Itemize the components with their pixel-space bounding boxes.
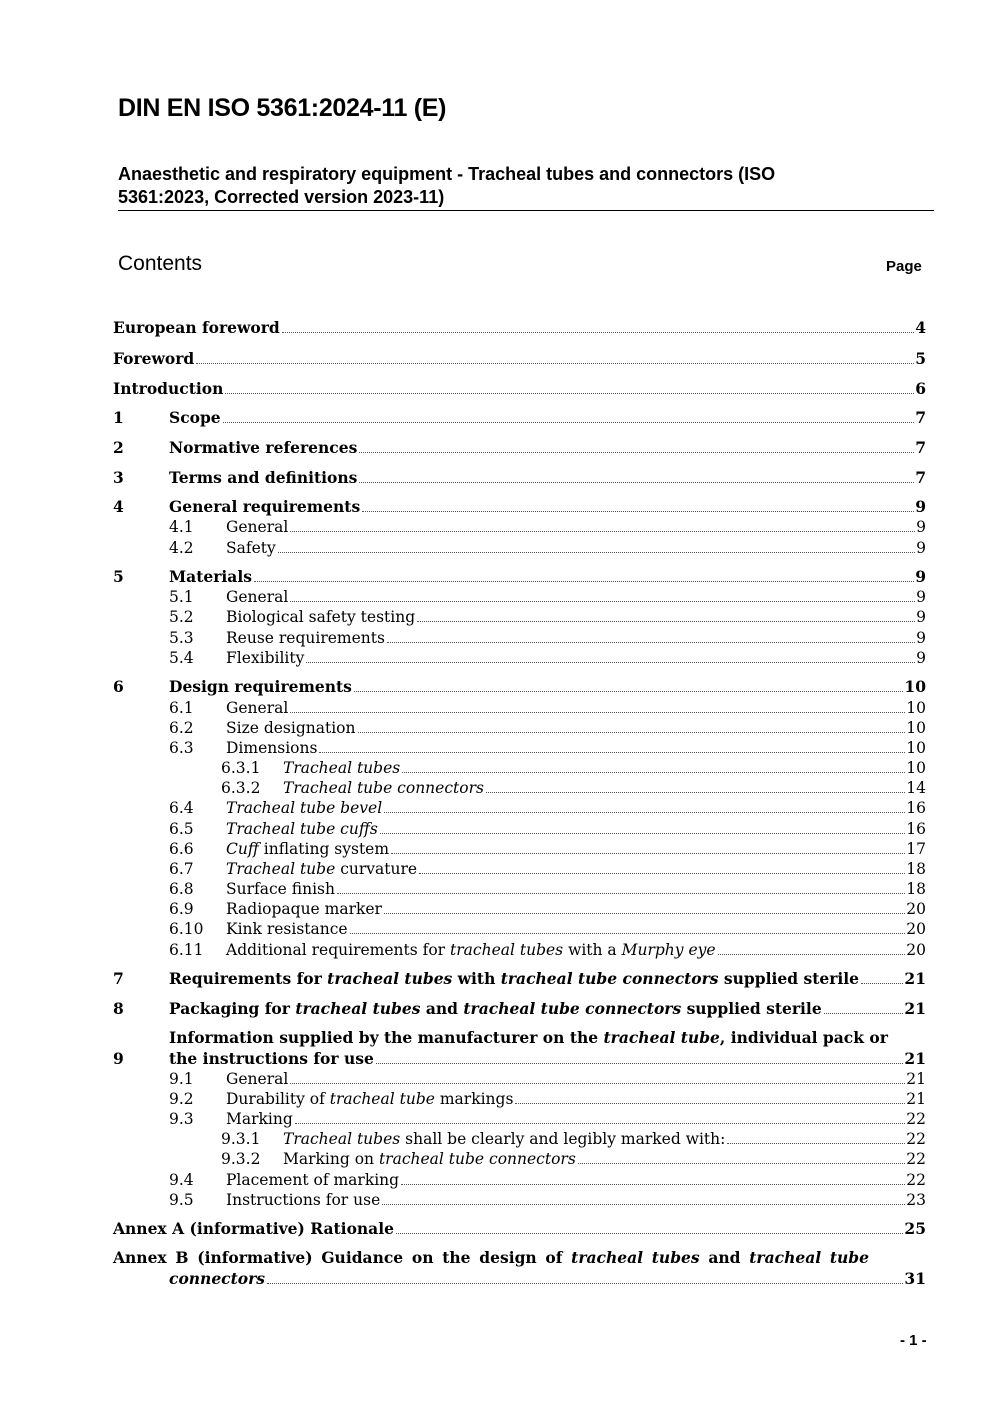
toc-entry-number: 4 [113,497,124,516]
toc-entry[interactable] [226,940,926,960]
page-column-label: Page [886,258,922,275]
toc-title-part: Tracheal tubes [283,759,401,777]
toc-dot-leader [290,712,905,713]
toc-title-part: and [420,999,464,1018]
toc-entry[interactable] [226,607,926,627]
toc-pre-part: Annex B (informative) Guidance on the design of [113,1248,572,1267]
toc-entry-number: 5.1 [169,588,194,606]
toc-entry-number: 9.3.1 [221,1130,261,1148]
toc-entry-title [226,859,417,879]
toc-title-part: Foreword [113,349,195,368]
toc-entry[interactable] [226,819,926,839]
toc-entry-page: 22 [906,1171,926,1189]
toc-title-part: Marking [226,1110,293,1128]
toc-title-part: supplied sterile [718,969,860,988]
toc-entry-page: 18 [906,860,926,878]
toc-dot-leader [290,601,915,602]
toc-dot-leader [486,792,905,793]
toc-entry-title [169,567,252,587]
toc-dot-leader [515,1103,905,1104]
toc-entry-page: 9 [916,649,926,667]
toc-entry-title [169,677,352,697]
toc-dot-leader [417,621,915,622]
toc-entry-page: 7 [915,468,926,487]
toc-dot-leader [319,752,905,753]
toc-title-part: Reuse requirements [226,629,385,647]
toc-title-part: Additional requirements for [226,941,451,959]
toc-entry[interactable] [226,587,926,607]
toc-entry-title [226,1089,513,1109]
toc-entry[interactable] [226,1109,926,1129]
toc-entry-title [283,778,484,798]
toc-dot-leader [419,873,905,874]
toc-entry-page: 9 [916,588,926,606]
document-title: DIN EN ISO 5361:2024-11 (E) [118,94,447,122]
toc-entry-number: 6.3.1 [221,759,261,777]
toc-entry-title [113,349,194,369]
toc-entry[interactable] [226,1089,926,1109]
toc-dot-leader [396,1233,903,1234]
toc-dot-leader [384,812,905,813]
toc-entry-page: 10 [906,719,926,737]
toc-entry-page: 9 [915,497,926,516]
toc-entry-page: 31 [904,1269,926,1288]
toc-entry-page: 21 [906,1090,926,1108]
toc-title-part: Kink resistance [226,920,348,938]
toc-dot-leader [358,732,906,733]
toc-entry-number: 1 [113,408,124,427]
toc-entry-title [169,1049,374,1069]
toc-title-part: with a [563,941,622,959]
toc-entry-title [169,999,822,1019]
toc-entry-number: 7 [113,969,124,988]
toc-title-part: European foreword [113,318,280,337]
toc-entry-title [226,648,304,668]
toc-entry-number: 6.1 [169,699,194,717]
toc-entry-page: 9 [916,539,926,557]
toc-title-part: Materials [169,567,252,586]
toc-entry[interactable] [226,899,926,919]
subtitle-line-2: 5361:2023, Corrected version 2023-11) [118,187,445,207]
toc-title-part: Tracheal tube [226,860,336,878]
toc-entry-number: 9.3 [169,1110,194,1128]
toc-entry[interactable] [169,468,926,488]
subtitle-line-1: Anaesthetic and respiratory equipment - Tracheal tubes and connectors (ISO [118,164,776,184]
toc-entry-number: 5 [113,567,124,586]
page-number: - 1 - [900,1332,927,1349]
toc-title-part: tracheal tubes [327,969,453,988]
toc-entry-number: 2 [113,438,124,457]
toc-dot-leader [376,1063,904,1064]
toc-dot-leader [359,482,914,483]
toc-title-part: tracheal tubes [295,999,421,1018]
toc-entry[interactable] [113,379,926,399]
toc-dot-leader [350,933,906,934]
toc-dot-leader [267,1283,903,1284]
toc-entry-page: 20 [906,941,926,959]
toc-entry-number: 5.4 [169,649,194,667]
toc-entry-page: 22 [906,1110,926,1128]
toc-entry-number: 9.1 [169,1070,194,1088]
toc-title-part: Requirements for [169,969,328,988]
toc-title-part: Packaging for [169,999,296,1018]
toc-entry-title [226,538,276,558]
toc-dot-leader [223,422,915,423]
toc-entry-number: 4.2 [169,539,194,557]
toc-entry-page: 18 [906,880,926,898]
toc-entry[interactable] [226,798,926,818]
toc-entry-page: 7 [915,438,926,457]
toc-title-part: Biological safety testing [226,608,416,626]
toc-entry-title [226,839,389,859]
toc-entry-title [226,1069,288,1089]
toc-entry-page: 4 [915,318,926,337]
toc-entry-title [113,318,280,338]
toc-entry[interactable] [226,698,926,718]
toc-entry-number: 6.4 [169,799,194,817]
toc-title-part: Cuff [226,840,259,858]
toc-entry-title [169,438,357,458]
toc-entry-page: 21 [904,999,926,1018]
toc-title-part: General [226,588,289,606]
toc-entry-title [226,819,378,839]
toc-entry[interactable] [283,758,926,778]
toc-entry-page: 9 [916,608,926,626]
toc-dot-leader [380,833,905,834]
toc-title-part: Durability of [226,1090,330,1108]
toc-entry-number: 6.5 [169,820,194,838]
toc-title-part: Terms and definitions [169,468,358,487]
toc-entry[interactable] [226,1069,926,1089]
toc-entry-number: 6.3.2 [221,779,261,797]
toc-entry[interactable] [169,969,926,989]
toc-dot-leader [861,983,903,984]
toc-entry-number: 9.5 [169,1191,194,1209]
toc-entry[interactable] [169,1049,926,1069]
toc-entry-title [226,919,348,939]
toc-entry-page: 23 [906,1191,926,1209]
toc-entry-page: 20 [906,920,926,938]
toc-entry[interactable] [169,1269,926,1289]
toc-title-part: curvature [335,860,418,878]
toc-entry[interactable] [169,497,926,517]
toc-entry-title [226,718,356,738]
toc-dot-leader [384,913,905,914]
toc-entry[interactable] [226,628,926,648]
toc-entry-title [226,587,288,607]
toc-entry-page: 21 [904,1049,926,1068]
toc-dot-leader [306,662,915,663]
toc-entry[interactable] [226,919,926,939]
toc-entry[interactable] [226,879,926,899]
toc-title-part: Dimensions [226,739,318,757]
toc-entry-number: 6.10 [169,920,204,938]
toc-dot-leader [391,853,905,854]
toc-entry[interactable] [169,999,926,1019]
toc-entry-page: 21 [906,1070,926,1088]
toc-dot-leader [382,1204,905,1205]
toc-entry-page: 10 [904,677,926,696]
toc-title-part: Safety [226,539,276,557]
toc-title-part: Introduction [113,379,224,398]
toc-title-part: Normative references [169,438,358,457]
toc-entry-page: 9 [916,518,926,536]
toc-entry-title [226,798,382,818]
toc-entry-page: 17 [906,840,926,858]
toc-entry-number: 6.6 [169,840,194,858]
toc-entry[interactable] [226,648,926,668]
toc-title-part: Tracheal tube cuffs [226,820,378,838]
toc-entry-first-line[interactable] [169,1028,888,1048]
toc-entry-page: 10 [906,759,926,777]
toc-entry-number: 6.9 [169,900,194,918]
toc-dot-leader [282,332,914,333]
toc-entry-title [226,738,317,758]
toc-pre-part: tracheal tube [749,1248,869,1267]
toc-entry[interactable] [113,1219,926,1239]
toc-entry-number: 5.2 [169,608,194,626]
toc-title-part: Tracheal tube connectors [283,779,484,797]
toc-entry-number: 8 [113,999,124,1018]
toc-title-part: with [452,969,501,988]
toc-entry-title [226,1170,399,1190]
toc-dot-leader [402,772,905,773]
toc-entry-title [226,940,716,960]
toc-entry-title [226,879,335,899]
toc-entry-title [226,517,288,537]
toc-entry-page: 25 [904,1219,926,1238]
toc-entry[interactable] [169,438,926,458]
toc-entry-page: 20 [906,900,926,918]
toc-entry-title [283,758,400,778]
toc-entry-title [226,628,385,648]
toc-title-part: Surface finish [226,880,335,898]
toc-entry-title [226,698,288,718]
toc-dot-leader [278,552,915,553]
toc-title-part: supplied sterile [681,999,822,1018]
toc-entry-number: 6.8 [169,880,194,898]
toc-title-part: Marking on [283,1150,379,1168]
toc-entry-number: 6.3 [169,739,194,757]
toc-title-part: Size designation [226,719,356,737]
toc-entry-number: 6.11 [169,941,204,959]
contents-heading: Contents [118,252,203,275]
toc-dot-leader [290,531,915,532]
toc-entry-number: 6 [113,677,124,696]
toc-title-part: Scope [169,408,221,427]
toc-entry-title [169,408,221,428]
toc-dot-leader [337,893,905,894]
toc-title-part: Design requirements [169,677,352,696]
toc-entry-page: 14 [906,779,926,797]
toc-entry-number: 6.2 [169,719,194,737]
toc-pre-part: tracheal tube [603,1028,720,1047]
toc-entry-page: 21 [904,969,926,988]
toc-entry-title [169,497,360,517]
toc-dot-leader [401,1184,905,1185]
toc-entry-number: 9.4 [169,1171,194,1189]
toc-title-part: tracheal tube connectors [500,969,719,988]
toc-pre-part: , individual pack or [719,1028,888,1047]
toc-title-part: Instructions for use [226,1191,381,1209]
toc-entry-title [113,1219,394,1239]
toc-dot-leader [387,642,915,643]
toc-title-part: Annex A (informative) Rationale [113,1219,394,1238]
toc-entry[interactable] [226,859,926,879]
toc-entry-number: 3 [113,468,124,487]
toc-entry-title [226,1190,380,1210]
toc-title-part: inflating system [258,840,390,858]
toc-entry-number: 9 [113,1049,124,1068]
toc-entry-page: 6 [915,379,926,398]
toc-entry[interactable] [226,1190,926,1210]
toc-entry[interactable] [169,677,926,697]
toc-entry-title [283,1129,725,1149]
toc-entry-title [113,379,223,399]
toc-dot-leader [196,363,914,364]
toc-entry[interactable] [226,839,926,859]
toc-entry[interactable] [226,538,926,558]
toc-entry-number: 6.7 [169,860,194,878]
toc-title-part: tracheal tube [329,1090,435,1108]
toc-entry-title [169,468,357,488]
toc-entry-page: 10 [906,699,926,717]
toc-title-part: Tracheal tube bevel [226,799,383,817]
toc-title-part: General [226,1070,289,1088]
toc-entry-number: 9.3.2 [221,1150,261,1168]
toc-dot-leader [254,581,914,582]
toc-entry-number: 9.2 [169,1090,194,1108]
toc-entry-title [169,969,859,989]
toc-dot-leader [295,1123,905,1124]
toc-entry-page: 7 [915,408,926,427]
toc-dot-leader [362,511,914,512]
toc-entry-first-line[interactable] [113,1248,869,1268]
toc-entry-title [169,1269,265,1289]
toc-entry[interactable] [113,349,926,369]
toc-entry-page: 22 [906,1130,926,1148]
toc-entry[interactable] [283,778,926,798]
toc-title-part: Murphy eye [621,941,716,959]
toc-title-part: the instructions for use [169,1049,374,1068]
toc-title-part: Radiopaque marker [226,900,382,918]
toc-dot-leader [225,393,914,394]
toc-entry-page: 9 [915,567,926,586]
toc-entry[interactable] [226,718,926,738]
toc-entry[interactable] [169,567,926,587]
toc-title-part: tracheal tube connectors [463,999,682,1018]
toc-dot-leader [727,1143,905,1144]
toc-dot-leader [824,1013,904,1014]
toc-entry-number: 5.3 [169,629,194,647]
toc-entry-page: 9 [916,629,926,647]
toc-entry-page: 16 [906,799,926,817]
toc-dot-leader [354,691,904,692]
toc-entry-title [226,607,415,627]
toc-entry-number: 4.1 [169,518,194,536]
toc-entry-page: 22 [906,1150,926,1168]
toc-pre-part: Information supplied by the manufacturer on the [169,1028,604,1047]
toc-title-part: tracheal tubes [450,941,564,959]
toc-entry-page: 10 [906,739,926,757]
toc-title-part: tracheal tube connectors [378,1150,576,1168]
toc-entry[interactable] [283,1149,926,1169]
toc-entry-title [226,899,382,919]
toc-entry-page: 5 [915,349,926,368]
toc-pre-part: tracheal tubes [571,1248,700,1267]
toc-title-part: markings [434,1090,514,1108]
toc-entry[interactable] [226,1170,926,1190]
toc-dot-leader [578,1163,905,1164]
toc-title-part: connectors [169,1269,266,1288]
toc-title-part: Flexibility [226,649,305,667]
toc-title-part: General requirements [169,497,361,516]
toc-title-part: Tracheal tubes [283,1130,401,1148]
toc-title-part: General [226,518,289,536]
toc-entry-page: 16 [906,820,926,838]
toc-dot-leader [359,452,914,453]
toc-title-part: Placement of marking [226,1171,400,1189]
toc-entry[interactable] [283,1129,926,1149]
toc-dot-leader [290,1083,905,1084]
toc-title-part: General [226,699,289,717]
toc-entry[interactable] [113,318,926,338]
toc-pre-part: and [699,1248,750,1267]
toc-entry-title [283,1149,576,1169]
toc-dot-leader [718,954,906,955]
toc-entry[interactable] [226,517,926,537]
toc-entry[interactable] [226,738,926,758]
toc-entry[interactable] [169,408,926,428]
toc-title-part: shall be clearly and legibly marked with: [400,1130,726,1148]
toc-entry-title [226,1109,293,1129]
